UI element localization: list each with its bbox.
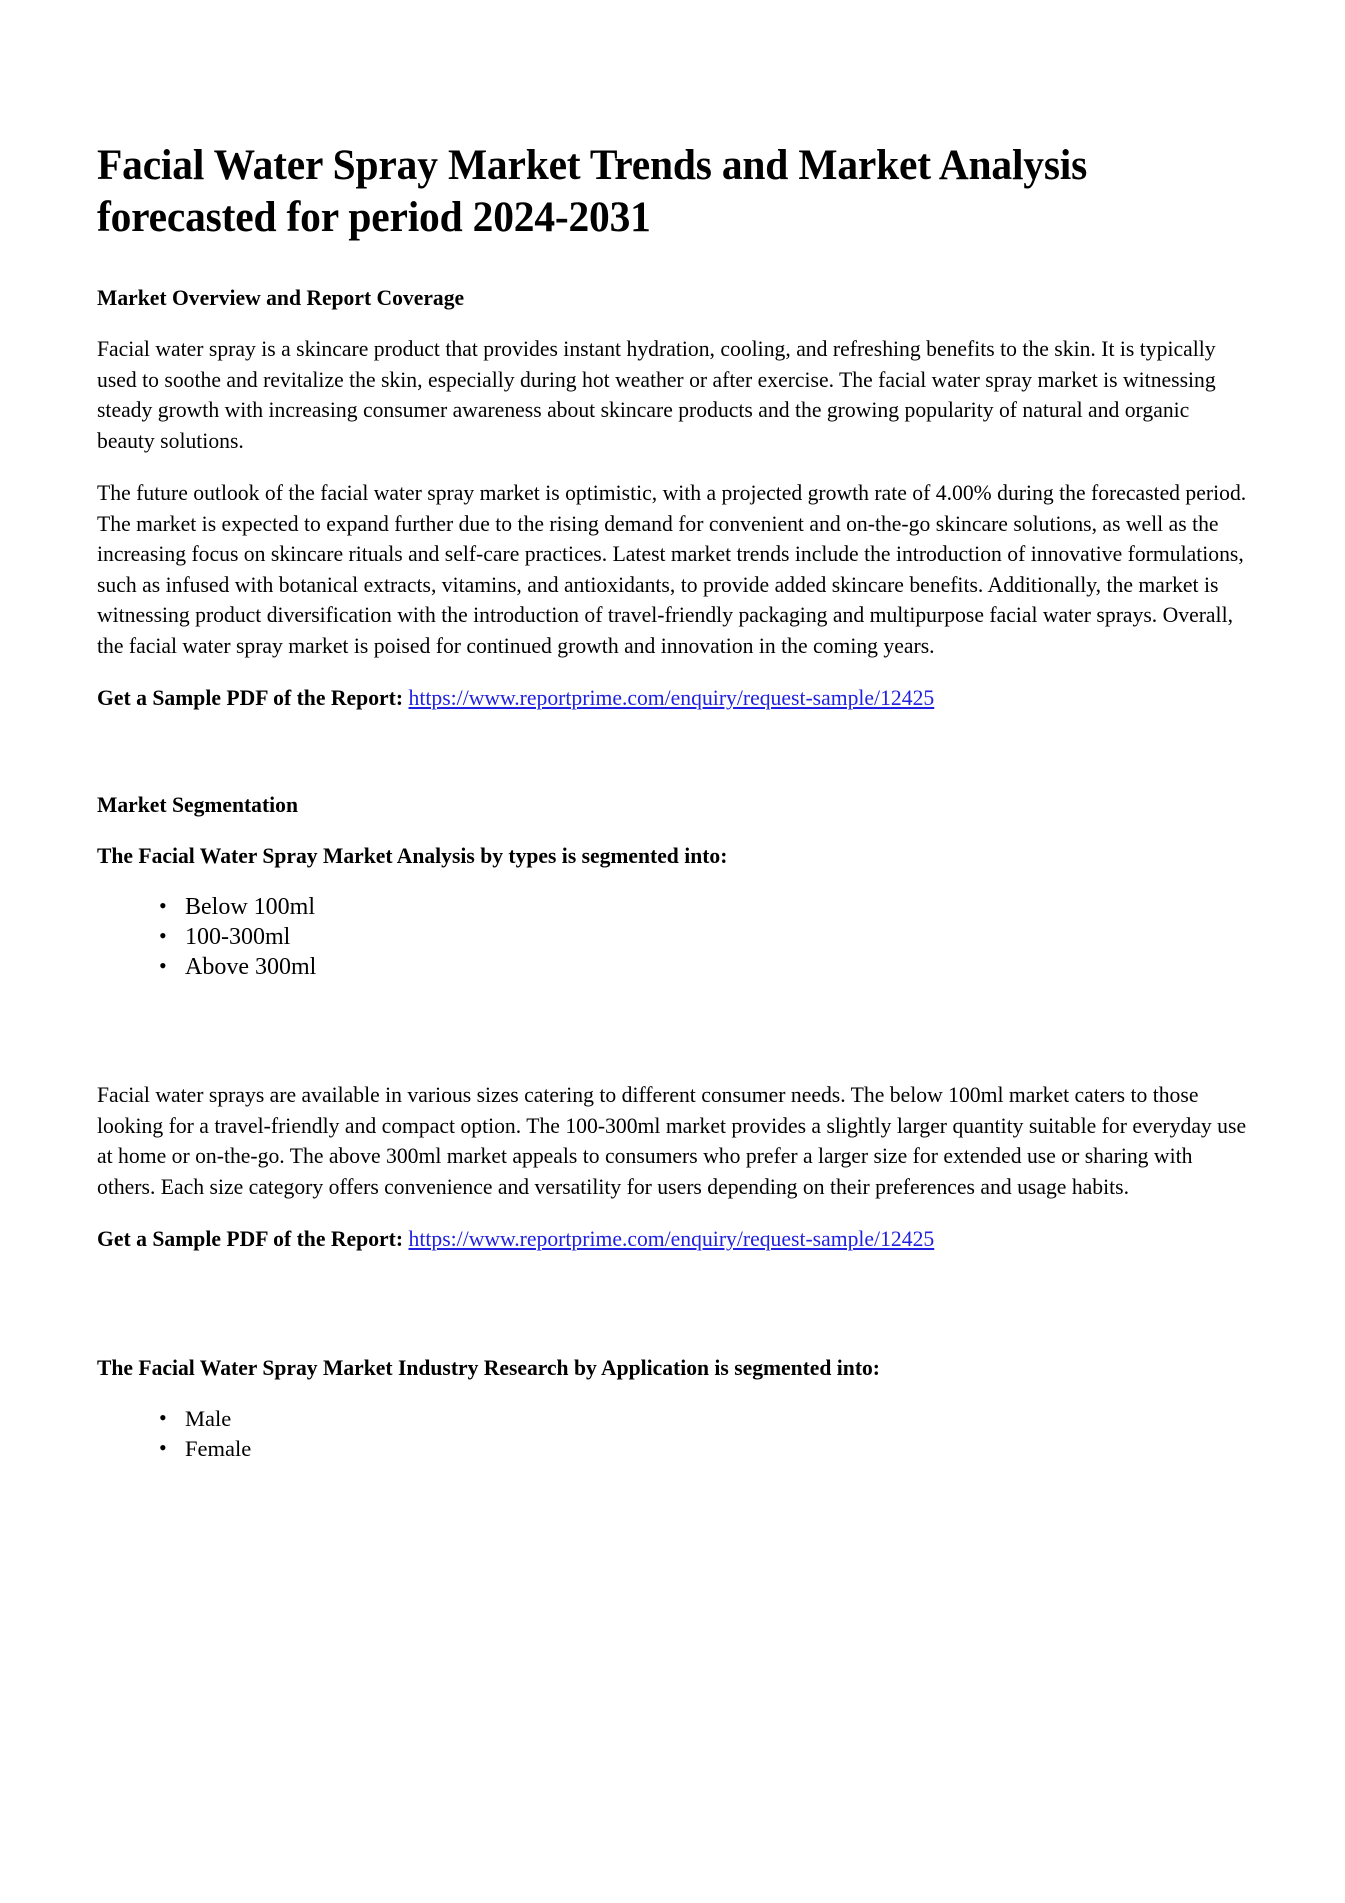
list-item xyxy=(159,952,1248,982)
overview-paragraph-1: Facial water spray is a skincare product that provides instant hydration, cooling, and refreshing benefits to the skin. It is typically used to soothe and revitalize the skin, especially during hot weather or after exercise. The facial water spray market is witnessing steady growth with increasing consumer awareness about skincare products and the growing popularity of natural and organic beauty solutions. xyxy=(97,336,1216,453)
spacer-after-cta-bottom-2 xyxy=(97,1331,1248,1353)
spacer-after-type-list xyxy=(97,982,1248,1058)
list-item xyxy=(159,1404,1248,1434)
sample-pdf-label-top: Get a Sample PDF of the Report: xyxy=(97,685,404,711)
overview-paragraph-1-block xyxy=(97,334,1248,456)
market-overview-heading-block xyxy=(97,283,1248,312)
type-segments-list xyxy=(97,892,1248,982)
type-segment-label: Below 100ml xyxy=(185,894,315,921)
list-item xyxy=(159,922,1248,952)
application-segmentation-heading: The Facial Water Spray Market Industry Research by Application is segmented into: xyxy=(97,1354,880,1380)
sample-pdf-cta-top xyxy=(97,683,1249,714)
application-segment-label: Male xyxy=(185,1405,232,1431)
spacer-after-cta-top xyxy=(97,714,1248,790)
application-segment-label: Female xyxy=(185,1435,252,1461)
overview-paragraph-2-block xyxy=(97,478,1248,661)
list-item xyxy=(159,1434,1248,1464)
application-segments-list xyxy=(97,1404,1248,1464)
sample-pdf-cta-bottom xyxy=(97,1224,1249,1255)
request-sample-link-bottom[interactable]: https://www.reportprime.com/enquiry/request-sample/12425 xyxy=(408,1226,935,1252)
sample-pdf-label-bottom: Get a Sample PDF of the Report: xyxy=(97,1226,404,1252)
overview-paragraph-2: The future outlook of the facial water spray market is optimistic, with a projected growth rate of 4.00% during the forecasted period. The market is expected to expand further due to the rising demand for convenient and on-the-go skincare solutions, as well as the increasing focus on skincare rituals and self-care practices. Latest market trends include the introduction of innovative formulations, such as infused with botanical extracts, vitamins, and antioxidants, to provide added skincare benefits. Additionally, the market is witnessing product diversification with the introduction of travel-friendly packaging and multipurpose facial water sprays. Overall, the facial water spray market is poised for continued growth and innovation in the coming years. xyxy=(97,480,1247,658)
document-content xyxy=(97,140,1248,1464)
market-segmentation-heading-block xyxy=(97,790,1248,819)
market-overview-heading: Market Overview and Report Coverage xyxy=(97,284,465,310)
page-title: Facial Water Spray Market Trends and Market Analysis forecasted for period 2024-2031 xyxy=(97,142,1088,242)
request-sample-link-top[interactable]: https://www.reportprime.com/enquiry/request-sample/12425 xyxy=(408,685,935,711)
spacer-after-cta-bottom xyxy=(97,1255,1248,1331)
types-heading-block xyxy=(97,841,1248,870)
types-paragraph: Facial water sprays are available in various sizes catering to different consumer needs. The below 100ml market caters to those looking for a travel-friendly and compact option. The 100-300ml market provides a slightly larger quantity suitable for everyday use at home or on-the-go. The above 300ml market appeals to consumers who prefer a larger size for extended use or sharing with others. Each size category offers convenience and versatility for users depending on their preferences and usage habits. xyxy=(97,1082,1247,1199)
type-segment-label: Above 300ml xyxy=(185,954,317,981)
market-segmentation-heading: Market Segmentation xyxy=(97,791,298,817)
types-paragraph-block xyxy=(97,1080,1248,1202)
spacer-after-type-list-2 xyxy=(97,1058,1248,1080)
list-item xyxy=(159,892,1248,922)
types-segmentation-heading: The Facial Water Spray Market Analysis by types is segmented into: xyxy=(97,842,728,868)
application-heading-block xyxy=(97,1353,1248,1382)
type-segment-label: 100-300ml xyxy=(185,924,291,951)
